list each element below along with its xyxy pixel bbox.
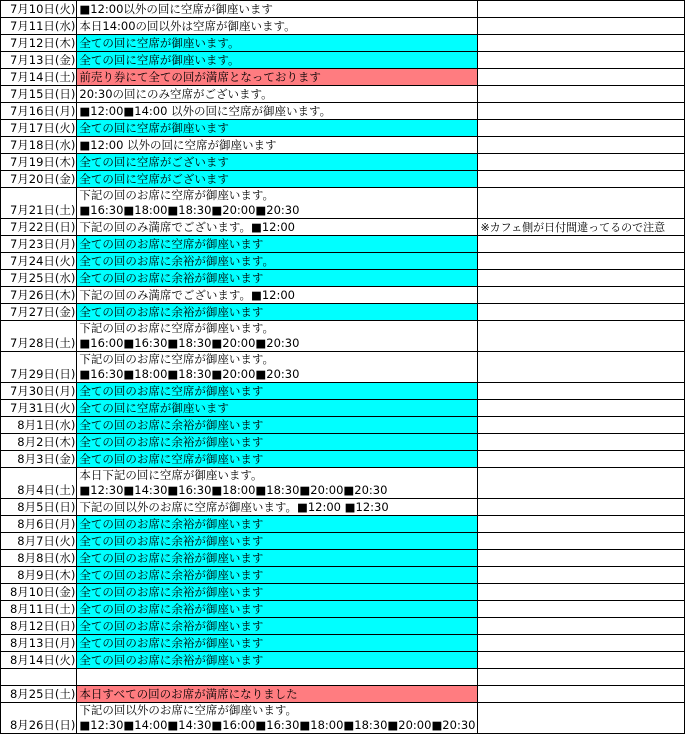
date-cell[interactable]: 8月9日(木)	[1, 567, 77, 584]
date-cell[interactable]: 8月3日(金)	[1, 451, 77, 468]
table-row	[1, 686, 685, 703]
date-cell[interactable]: 7月26日(木)	[1, 287, 77, 304]
status-line: 下記の回以外のお席に空席が御座います。■12:00 ■12:30	[79, 500, 389, 514]
status-cell[interactable]	[77, 499, 478, 516]
table-row	[1, 52, 685, 69]
date-cell[interactable]: 8月7日(火)	[1, 533, 77, 550]
table-row	[1, 567, 685, 584]
status-line: 全ての回のお席に余裕が御座います	[79, 305, 264, 319]
status-line: 全ての回のお席に余裕が御座います	[79, 636, 264, 650]
date-cell[interactable]: 7月30日(月)	[1, 383, 77, 400]
status-line: 下記の回のお席に空席が御座います。	[79, 352, 274, 366]
note-cell[interactable]	[478, 103, 685, 120]
status-line: 下記の回のみ満席でございます。■12:00	[79, 288, 295, 302]
note-cell[interactable]	[478, 236, 685, 253]
table-row	[1, 253, 685, 270]
note-cell[interactable]	[478, 137, 685, 154]
status-cell[interactable]	[77, 188, 478, 219]
note-cell[interactable]	[478, 499, 685, 516]
status-cell[interactable]	[77, 69, 478, 86]
status-cell[interactable]	[77, 103, 478, 120]
date-cell[interactable]: 7月23日(月)	[1, 236, 77, 253]
note-cell[interactable]	[478, 468, 685, 499]
date-cell[interactable]: 7月27日(金)	[1, 304, 77, 321]
date-cell[interactable]: 7月31日(火)	[1, 400, 77, 417]
note-cell[interactable]	[478, 188, 685, 219]
note-cell[interactable]	[478, 253, 685, 270]
note-cell[interactable]	[478, 18, 685, 35]
status-line: ■12:30■14:00■14:30■16:00■16:30■18:00■18:30■20:00■20:30	[79, 718, 476, 732]
note-cell[interactable]	[478, 434, 685, 451]
status-line: 下記の回のお席に空席が御座います。	[79, 321, 274, 335]
status-line: 全ての回に空席が御座います。	[79, 53, 240, 67]
status-line: 全ての回のお席に余裕が御座います	[79, 653, 264, 667]
date-cell[interactable]: 7月17日(火)	[1, 120, 77, 137]
date-cell[interactable]: 7月22日(日)	[1, 219, 77, 236]
note-cell[interactable]	[478, 304, 685, 321]
status-line: 全ての回のお席に空席が御座います	[79, 384, 264, 398]
note-cell[interactable]	[478, 533, 685, 550]
table-row	[1, 103, 685, 120]
table-row	[1, 321, 685, 352]
note-cell[interactable]	[478, 52, 685, 69]
table-row	[1, 171, 685, 188]
note-cell[interactable]	[478, 550, 685, 567]
status-line: ■16:30■18:00■18:30■20:00■20:30	[79, 367, 300, 381]
date-cell[interactable]: 7月12日(木)	[1, 35, 77, 52]
status-cell[interactable]	[77, 434, 478, 451]
table-row	[1, 287, 685, 304]
table-row	[1, 434, 685, 451]
status-cell[interactable]	[77, 219, 478, 236]
status-line: 下記の回以外のお席に空席が御座います。	[79, 703, 297, 717]
status-line: 全ての回のお席に余裕が御座います	[79, 418, 264, 432]
status-line: 全ての回のお席に余裕が御座います	[79, 602, 264, 616]
note-cell[interactable]	[478, 69, 685, 86]
status-line: 全ての回のお席に余裕が御座います	[79, 568, 264, 582]
date-cell[interactable]: 7月28日(土)	[1, 321, 77, 352]
status-cell[interactable]	[77, 417, 478, 434]
status-cell[interactable]	[77, 635, 478, 652]
note-cell[interactable]	[478, 567, 685, 584]
note-cell[interactable]	[478, 451, 685, 468]
table-row	[1, 383, 685, 400]
date-cell[interactable]: 7月29日(日)	[1, 352, 77, 383]
table-row	[1, 652, 685, 669]
table-row	[1, 236, 685, 253]
status-line: 全ての回のお席に余裕が御座います	[79, 551, 264, 565]
date-cell[interactable]: 7月10日(火)	[1, 1, 77, 18]
note-cell[interactable]	[478, 154, 685, 171]
date-cell[interactable]	[1, 669, 77, 686]
note-cell[interactable]: ※カフェ側が日付間違ってるので注意	[478, 219, 685, 236]
status-line: 全ての回に空席が御座います	[79, 401, 229, 415]
table-row	[1, 669, 685, 686]
table-row	[1, 120, 685, 137]
status-line: 下記の回のお席に空席が御座います。	[79, 188, 274, 202]
table-row	[1, 270, 685, 287]
note-cell[interactable]	[478, 686, 685, 703]
status-cell[interactable]	[77, 52, 478, 69]
note-cell[interactable]	[478, 584, 685, 601]
table-row	[1, 137, 685, 154]
status-line: 下記の回のみ満席でございます。■12:00	[79, 220, 295, 234]
table-row	[1, 618, 685, 635]
date-cell[interactable]: 8月4日(土)	[1, 468, 77, 499]
date-cell[interactable]: 7月24日(火)	[1, 253, 77, 270]
table-row	[1, 499, 685, 516]
date-cell[interactable]: 8月10日(金)	[1, 584, 77, 601]
date-cell[interactable]: 7月14日(土)	[1, 69, 77, 86]
status-line: 前売り券にて全ての回が満席となっております	[79, 70, 321, 84]
date-cell[interactable]: 7月19日(木)	[1, 154, 77, 171]
status-cell[interactable]	[77, 86, 478, 103]
status-line: 全ての回に空席がございます	[79, 155, 229, 169]
table-body	[1, 1, 685, 734]
status-cell[interactable]	[77, 321, 478, 352]
note-cell[interactable]	[478, 400, 685, 417]
status-cell[interactable]	[77, 120, 478, 137]
status-cell[interactable]	[77, 253, 478, 270]
status-cell[interactable]	[77, 352, 478, 383]
status-cell[interactable]	[77, 686, 478, 703]
status-cell[interactable]	[77, 468, 478, 499]
status-cell[interactable]	[77, 304, 478, 321]
status-line: ■12:00■14:00 以外の回に空席が御座います。	[79, 104, 332, 118]
status-line: 全ての回に空席が御座います。	[79, 36, 240, 50]
status-cell[interactable]	[77, 533, 478, 550]
table-row	[1, 584, 685, 601]
date-cell[interactable]: 8月12日(日)	[1, 618, 77, 635]
status-line: 全ての回のお席に余裕が御座います	[79, 435, 264, 449]
table-row	[1, 35, 685, 52]
status-line: 本日すべての回のお席が満席になりました	[79, 687, 298, 701]
table-row	[1, 550, 685, 567]
status-line: 全ての回のお席に余裕が御座います	[79, 271, 264, 285]
status-cell[interactable]	[77, 669, 478, 686]
status-line: 全ての回のお席に余裕が御座います	[79, 534, 264, 548]
note-cell[interactable]	[478, 86, 685, 103]
note-cell[interactable]	[478, 35, 685, 52]
note-cell[interactable]	[478, 652, 685, 669]
table-row	[1, 451, 685, 468]
table-row	[1, 468, 685, 499]
note-cell[interactable]	[478, 601, 685, 618]
table-row	[1, 352, 685, 383]
date-cell[interactable]: 8月8日(水)	[1, 550, 77, 567]
note-cell[interactable]	[478, 417, 685, 434]
status-line: ■12:00以外の回に空席が御座います	[79, 2, 273, 16]
table-row	[1, 154, 685, 171]
status-line: 全ての回のお席に空席が御座います	[79, 237, 264, 251]
note-cell[interactable]	[478, 270, 685, 287]
note-cell[interactable]	[478, 171, 685, 188]
note-cell[interactable]	[478, 1, 685, 18]
date-cell[interactable]: 8月14日(火)	[1, 652, 77, 669]
status-line: ■12:30■14:30■16:30■18:00■18:30■20:00■20:30	[79, 483, 388, 497]
table-row	[1, 1, 685, 18]
note-cell[interactable]	[478, 618, 685, 635]
status-cell[interactable]	[77, 652, 478, 669]
status-cell[interactable]	[77, 451, 478, 468]
status-cell[interactable]	[77, 400, 478, 417]
status-cell[interactable]	[77, 1, 478, 18]
status-line: 全ての回のお席に空席が御座います	[79, 452, 264, 466]
status-line: 全ての回に空席がございます	[79, 172, 229, 186]
table-row	[1, 533, 685, 550]
note-cell[interactable]	[478, 383, 685, 400]
status-cell[interactable]	[77, 18, 478, 35]
note-cell[interactable]	[478, 352, 685, 383]
date-cell[interactable]: 7月21日(土)	[1, 188, 77, 219]
date-cell[interactable]: 7月25日(水)	[1, 270, 77, 287]
status-line: 全ての回のお席に余裕が御座います	[79, 619, 264, 633]
status-cell[interactable]	[77, 35, 478, 52]
status-cell[interactable]	[77, 584, 478, 601]
date-cell[interactable]: 7月16日(月)	[1, 103, 77, 120]
table-row	[1, 635, 685, 652]
date-cell[interactable]: 8月11日(土)	[1, 601, 77, 618]
date-cell[interactable]: 7月20日(金)	[1, 171, 77, 188]
status-line: ■16:00■16:30■18:30■20:00■20:30	[79, 336, 300, 350]
date-cell[interactable]: 7月13日(金)	[1, 52, 77, 69]
date-cell[interactable]: 7月15日(日)	[1, 86, 77, 103]
status-cell[interactable]	[77, 516, 478, 533]
table-row	[1, 304, 685, 321]
status-cell[interactable]	[77, 171, 478, 188]
status-cell[interactable]	[77, 154, 478, 171]
status-line: ■12:00 以外の回に空席が御座います	[79, 138, 277, 152]
status-line: 本日下記の回に空席が御座います。	[79, 468, 263, 482]
date-cell[interactable]: 7月11日(水)	[1, 18, 77, 35]
status-cell[interactable]	[77, 270, 478, 287]
note-cell[interactable]	[478, 321, 685, 352]
date-cell[interactable]: 8月1日(水)	[1, 417, 77, 434]
status-line: 全ての回に空席が御座います	[79, 121, 229, 135]
date-cell[interactable]: 8月6日(月)	[1, 516, 77, 533]
status-line: 本日14:00の回以外は空席が御座います。	[79, 19, 296, 33]
table-row	[1, 400, 685, 417]
status-cell[interactable]	[77, 601, 478, 618]
table-row	[1, 601, 685, 618]
status-cell[interactable]	[77, 567, 478, 584]
status-cell[interactable]	[77, 618, 478, 635]
status-line: 全ての回のお席に余裕が御座います	[79, 585, 264, 599]
status-cell[interactable]	[77, 236, 478, 253]
table-row	[1, 86, 685, 103]
note-cell[interactable]	[478, 287, 685, 304]
note-cell[interactable]	[478, 120, 685, 137]
status-cell[interactable]	[77, 383, 478, 400]
note-cell[interactable]	[478, 516, 685, 533]
note-cell[interactable]	[478, 669, 685, 686]
note-cell[interactable]	[478, 635, 685, 652]
table-row	[1, 188, 685, 219]
status-cell[interactable]	[77, 550, 478, 567]
status-line: 20:30の回にのみ空席がございます。	[79, 87, 273, 101]
table-row	[1, 417, 685, 434]
table-row	[1, 69, 685, 86]
status-cell[interactable]	[77, 287, 478, 304]
date-cell[interactable]: 8月26日(日)	[1, 703, 77, 734]
status-line: 全ての回のお席に余裕が御座います。	[79, 254, 274, 268]
date-cell[interactable]: 7月18日(水)	[1, 137, 77, 154]
status-cell[interactable]	[77, 137, 478, 154]
date-cell[interactable]: 8月25日(土)	[1, 686, 77, 703]
status-line: ■16:30■18:00■18:30■20:00■20:30	[79, 203, 300, 217]
date-cell[interactable]: 8月13日(月)	[1, 635, 77, 652]
date-cell[interactable]: 8月2日(木)	[1, 434, 77, 451]
table-row	[1, 18, 685, 35]
table-row	[1, 219, 685, 236]
table-row	[1, 516, 685, 533]
date-cell[interactable]: 8月5日(日)	[1, 499, 77, 516]
status-line: 全ての回のお席に余裕が御座います	[79, 517, 264, 531]
